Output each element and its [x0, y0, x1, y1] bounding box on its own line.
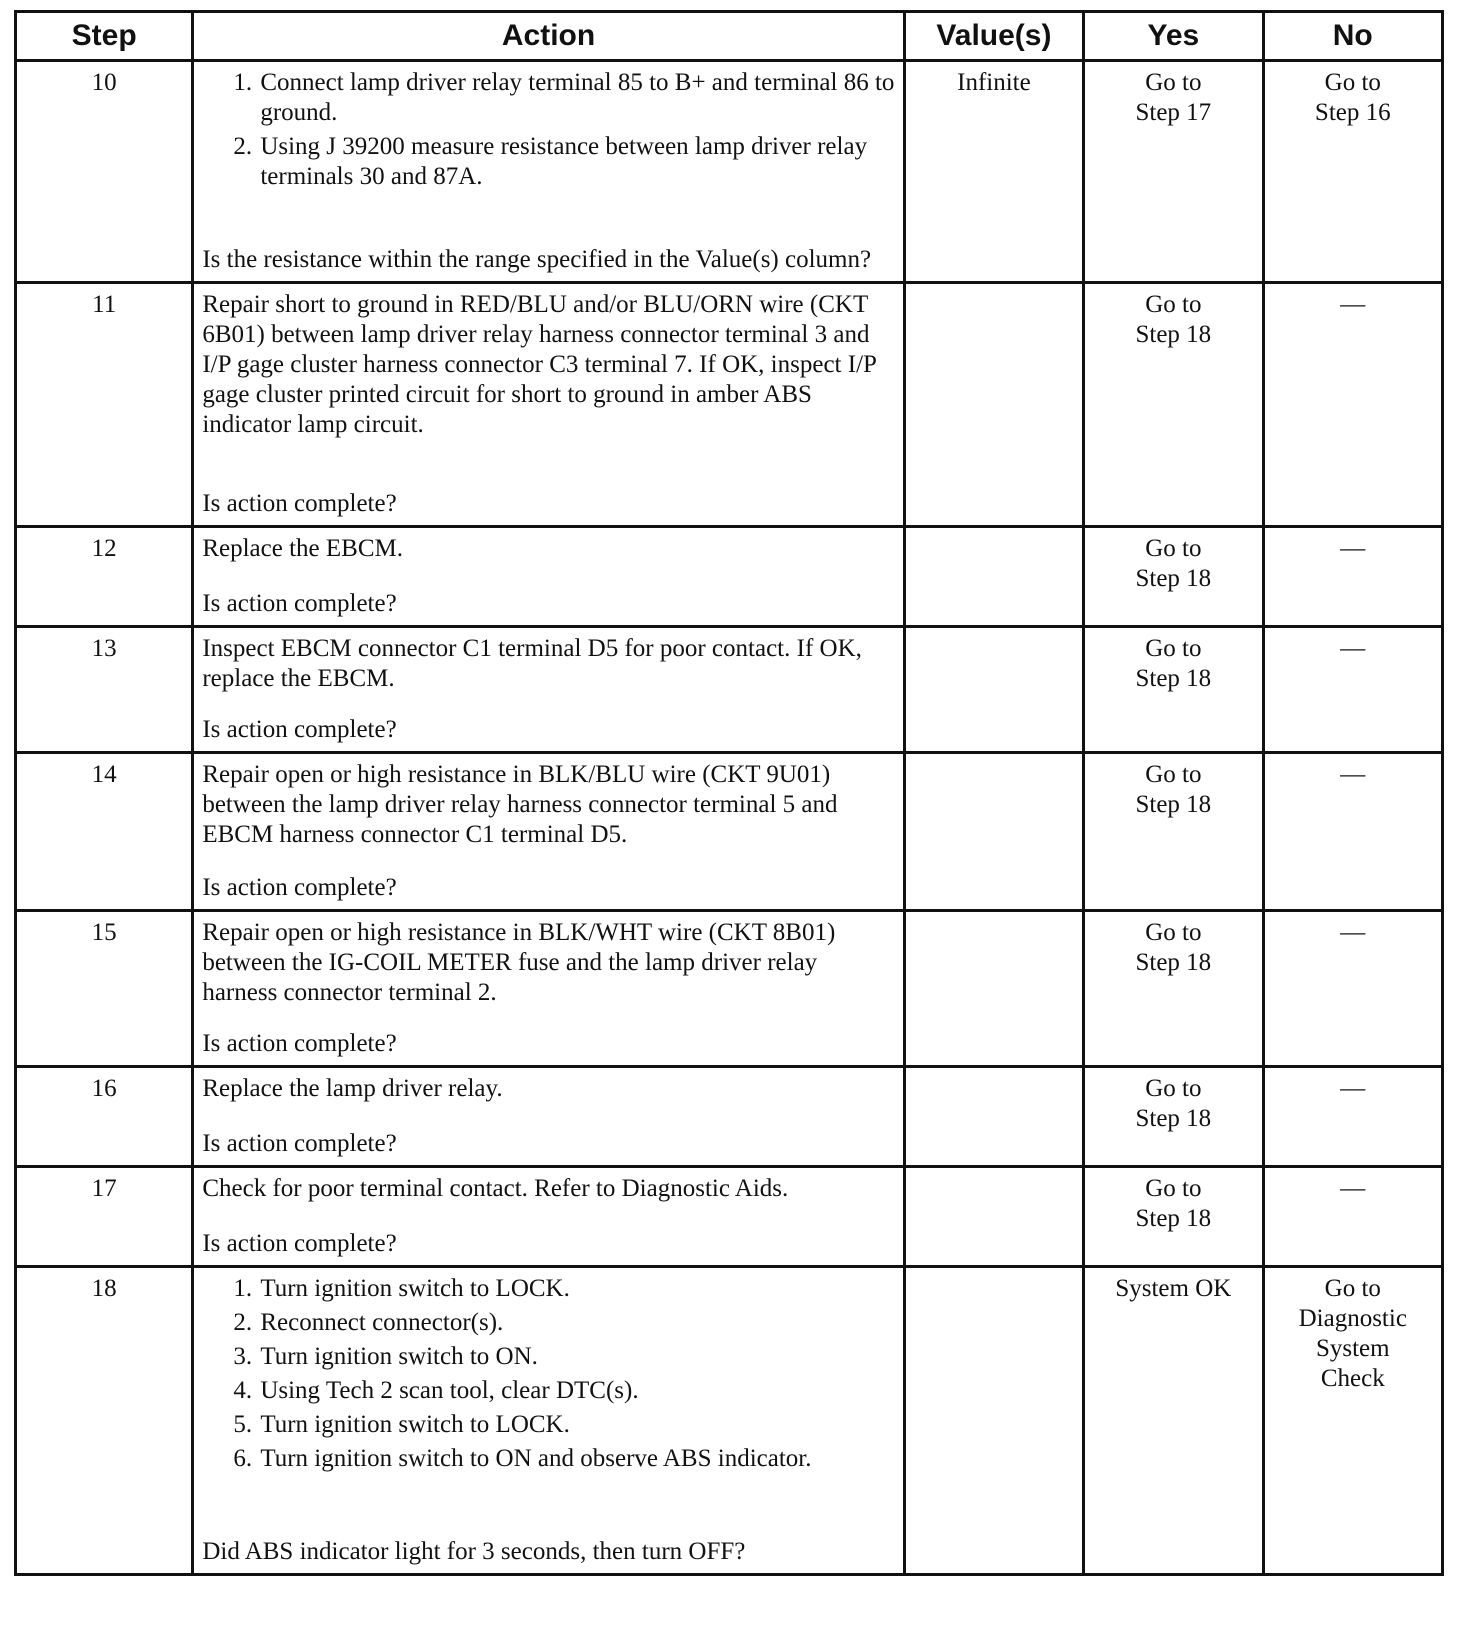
no-cell — [1263, 1067, 1442, 1167]
header-row — [16, 12, 1443, 61]
yes-text: Go to — [1145, 1175, 1202, 1202]
yes-text: Go to — [1145, 535, 1202, 562]
yes-cell — [1084, 61, 1263, 283]
no-dash: — — [1340, 291, 1366, 318]
no-dash: — — [1340, 1075, 1366, 1102]
yes-cell — [1084, 1067, 1263, 1167]
no-cell — [1263, 527, 1442, 627]
table-row — [16, 283, 1443, 527]
no-text: Check — [1320, 1365, 1385, 1392]
substep: 5. Turn ignition switch to LOCK. — [258, 1410, 894, 1440]
no-text: Go to — [1324, 1275, 1381, 1302]
value-cell — [904, 527, 1083, 627]
value-cell — [904, 627, 1083, 753]
diagnostic-table — [14, 10, 1444, 1576]
header-values: Value(s) — [904, 12, 1083, 61]
no-dash: — — [1340, 761, 1366, 788]
no-dash: — — [1340, 919, 1366, 946]
yes-text: Go to — [1145, 1075, 1202, 1102]
action-text: Check for poor terminal contact. Refer to Diagnostic Aids. — [202, 1175, 789, 1202]
substep: 6. Turn ignition switch to ON and observe ABS indicator. — [258, 1444, 894, 1474]
yes-cell — [1084, 1167, 1263, 1267]
no-text: System — [1315, 1335, 1390, 1362]
header-step: Step — [16, 12, 193, 61]
yes-text: Step 18 — [1135, 321, 1212, 348]
table-row — [16, 911, 1443, 1067]
value-cell: Infinite — [904, 61, 1083, 283]
substep: 3. Turn ignition switch to ON. — [258, 1342, 894, 1372]
step-number: 15 — [16, 911, 193, 1067]
no-cell — [1263, 1167, 1442, 1267]
question-text: Is action complete? — [202, 1030, 397, 1057]
action-cell — [193, 1067, 904, 1167]
yes-text: Go to — [1145, 69, 1202, 96]
action-cell — [193, 1267, 904, 1575]
yes-cell — [1084, 911, 1263, 1067]
table-row — [16, 1167, 1443, 1267]
yes-text: Step 18 — [1135, 665, 1212, 692]
value-cell — [904, 911, 1083, 1067]
yes-text: Go to — [1145, 635, 1202, 662]
action-cell — [193, 753, 904, 911]
table-row — [16, 627, 1443, 753]
action-text: Repair open or high resistance in BLK/BLU wire (CKT 9U01) between the lamp driver relay harness connector terminal 5 and EBCM harness connector C1 terminal D5. — [202, 761, 838, 848]
yes-cell — [1084, 527, 1263, 627]
action-text: Repair open or high resistance in BLK/WHT wire (CKT 8B01) between the IG-COIL METER fuse and the lamp driver relay harness connector terminal 2. — [202, 919, 836, 1006]
no-cell — [1263, 753, 1442, 911]
yes-text: Step 18 — [1135, 1205, 1212, 1232]
substep: 2. Using J 39200 measure resistance between lamp driver relay terminals 30 and 87A. — [258, 132, 894, 192]
no-dash: — — [1340, 1175, 1366, 1202]
step-number: 11 — [16, 283, 193, 527]
question-text: Did ABS indicator light for 3 seconds, then turn OFF? — [202, 1538, 746, 1565]
question-text: Is action complete? — [202, 716, 397, 743]
value-cell — [904, 1267, 1083, 1575]
yes-text: Go to — [1145, 919, 1202, 946]
yes-cell — [1084, 627, 1263, 753]
action-cell — [193, 1167, 904, 1267]
diagnostic-table-container — [14, 10, 1444, 1576]
action-text: Inspect EBCM connector C1 terminal D5 for poor contact. If OK, replace the EBCM. — [202, 635, 862, 692]
table-row — [16, 1267, 1443, 1575]
question-text: Is action complete? — [202, 1230, 397, 1257]
action-cell — [193, 627, 904, 753]
yes-text: Step 18 — [1135, 1105, 1212, 1132]
table-row — [16, 753, 1443, 911]
yes-text: Step 18 — [1135, 949, 1212, 976]
yes-text: Step 18 — [1135, 565, 1212, 592]
yes-text: Step 18 — [1135, 791, 1212, 818]
substep: 4. Using Tech 2 scan tool, clear DTC(s). — [258, 1376, 894, 1406]
substep: 1. Connect lamp driver relay terminal 85 to B+ and terminal 86 to ground. — [258, 68, 894, 128]
question-text: Is action complete? — [202, 590, 397, 617]
action-cell — [193, 61, 904, 283]
header-action: Action — [193, 12, 904, 61]
no-text: Go to — [1324, 69, 1381, 96]
yes-cell — [1084, 283, 1263, 527]
value-cell — [904, 1167, 1083, 1267]
value-cell — [904, 1067, 1083, 1167]
header-no: No — [1263, 12, 1442, 61]
yes-cell — [1084, 1267, 1263, 1575]
action-text: Replace the EBCM. — [202, 535, 403, 562]
header-yes: Yes — [1084, 12, 1263, 61]
yes-cell — [1084, 753, 1263, 911]
question-text: Is action complete? — [202, 490, 397, 517]
no-cell — [1263, 1267, 1442, 1575]
no-cell — [1263, 627, 1442, 753]
substep-list — [202, 1274, 894, 1474]
question-text: Is the resistance within the range specified in the Value(s) column? — [202, 246, 872, 273]
action-cell — [193, 283, 904, 527]
action-text: Repair short to ground in RED/BLU and/or BLU/ORN wire (CKT 6B01) between lamp driver relay harness connector terminal 3 and I/P gage cluster harness connector C3 terminal 7. If OK, inspect I/P gage cluster printed circuit for short to ground in amber ABS indicator lamp circuit. — [202, 291, 876, 438]
yes-text: Step 17 — [1135, 99, 1212, 126]
step-number: 14 — [16, 753, 193, 911]
step-number: 12 — [16, 527, 193, 627]
table-row — [16, 527, 1443, 627]
no-cell — [1263, 911, 1442, 1067]
no-text: Diagnostic — [1298, 1305, 1407, 1332]
yes-text: System OK — [1115, 1275, 1232, 1302]
question-text: Is action complete? — [202, 1130, 397, 1157]
no-dash: — — [1340, 535, 1366, 562]
no-cell — [1263, 283, 1442, 527]
value-cell — [904, 283, 1083, 527]
substep: 1. Turn ignition switch to LOCK. — [258, 1274, 894, 1304]
action-cell — [193, 911, 904, 1067]
step-number: 10 — [16, 61, 193, 283]
no-text: Step 16 — [1314, 99, 1391, 126]
step-number: 17 — [16, 1167, 193, 1267]
no-dash: — — [1340, 635, 1366, 662]
question-text: Is action complete? — [202, 874, 397, 901]
yes-text: Go to — [1145, 291, 1202, 318]
value-cell — [904, 753, 1083, 911]
table-row — [16, 1067, 1443, 1167]
step-number: 16 — [16, 1067, 193, 1167]
no-cell — [1263, 61, 1442, 283]
substep-list — [202, 68, 894, 192]
action-text: Replace the lamp driver relay. — [202, 1075, 503, 1102]
substep: 2. Reconnect connector(s). — [258, 1308, 894, 1338]
action-cell — [193, 527, 904, 627]
step-number: 18 — [16, 1267, 193, 1575]
table-row — [16, 61, 1443, 283]
yes-text: Go to — [1145, 761, 1202, 788]
step-number: 13 — [16, 627, 193, 753]
